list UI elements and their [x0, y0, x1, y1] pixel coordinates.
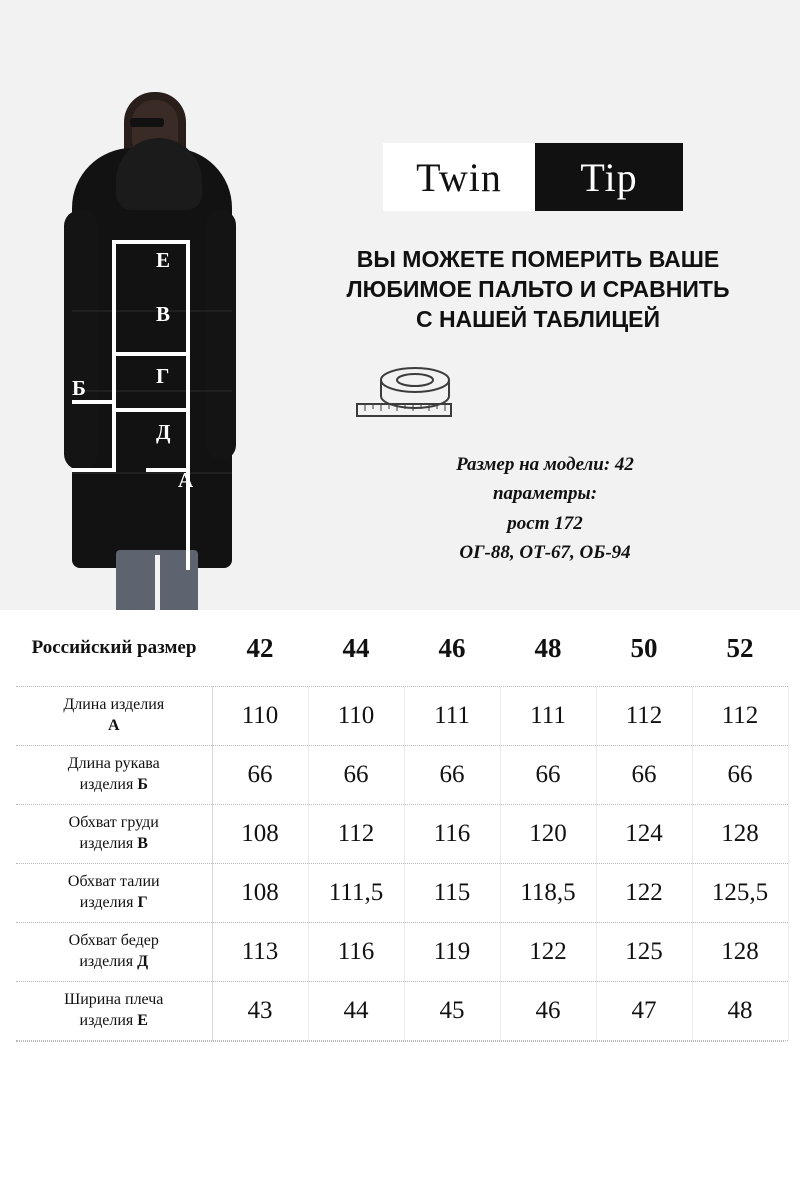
row-label-text: Ширина плеча — [64, 991, 164, 1009]
cell-length-48: 111 — [500, 687, 596, 746]
measure-line-sleeve — [112, 240, 116, 472]
row-label-letter: В — [137, 835, 148, 852]
cell-chest-42: 108 — [212, 805, 308, 864]
cell-sleeve-42: 66 — [212, 746, 308, 805]
measure-line-shoulder — [112, 240, 190, 244]
cell-sleeve-44: 66 — [308, 746, 404, 805]
photo-label-sleeve: Б — [72, 376, 86, 400]
quilt-seam — [72, 472, 232, 474]
size-table-wrapper — [0, 610, 800, 1043]
coat-hood — [116, 138, 202, 210]
cell-shoulder-52: 48 — [692, 982, 788, 1041]
cell-hips-50: 125 — [596, 923, 692, 982]
size-header-48: 48 — [500, 610, 596, 687]
row-label-length — [16, 687, 212, 746]
row-label-letter: Г — [137, 894, 148, 911]
size-header-44: 44 — [308, 610, 404, 687]
row-label-text2: изделия — [79, 776, 134, 793]
table-corner-header: Российский размер — [16, 610, 212, 687]
cell-hips-48: 122 — [500, 923, 596, 982]
model-params-line: параметры: — [492, 483, 598, 505]
size-header-42: 42 — [212, 610, 308, 687]
photo-label-length: А — [178, 468, 194, 492]
row-label-letter: Б — [137, 776, 148, 793]
row-label-text2: изделия — [79, 1012, 134, 1029]
size-table — [16, 610, 789, 1041]
row-label-letter: Д — [137, 953, 149, 970]
cell-waist-48: 118,5 — [500, 864, 596, 923]
model-parameters — [360, 450, 730, 568]
model-photo — [20, 60, 320, 610]
brand-logo — [383, 143, 683, 211]
brand-logo-word-dark: Tip — [535, 143, 683, 211]
row-label-text: Обхват талии — [67, 873, 160, 891]
model-size-line: Размер на модели: 42 — [456, 454, 634, 475]
cell-length-42: 110 — [212, 687, 308, 746]
table-row — [16, 805, 788, 864]
row-label-text: Обхват груди — [68, 814, 159, 832]
size-header-46: 46 — [404, 610, 500, 687]
row-label-text: Обхват бедер — [68, 932, 159, 950]
brand-logo-word-light: Twin — [383, 143, 535, 211]
table-row — [16, 746, 788, 805]
cell-shoulder-46: 45 — [404, 982, 500, 1041]
cell-length-44: 110 — [308, 687, 404, 746]
cell-chest-48: 120 — [500, 805, 596, 864]
quilt-seam — [72, 390, 232, 392]
table-header-row — [16, 610, 788, 687]
measure-line-length — [186, 240, 190, 570]
model-measurements-line: ОГ-88, ОТ-67, ОБ-94 — [459, 542, 631, 564]
coat-sleeve-right — [206, 210, 236, 460]
headline-text: ВЫ МОЖЕТЕ ПОМЕРИТЬ ВАШЕ ЛЮБИМОЕ ПАЛЬТО И СРАВНИТЬ С НАШЕЙ ТАБЛИЦЕЙ — [346, 246, 730, 332]
photo-label-chest: В — [156, 302, 171, 326]
row-label-letter: Е — [137, 1012, 148, 1029]
measure-tick-sleeve-bottom — [72, 468, 116, 472]
cell-length-52: 112 — [692, 687, 788, 746]
cell-chest-50: 124 — [596, 805, 692, 864]
row-label-text2: изделия — [79, 953, 134, 970]
table-row — [16, 864, 788, 923]
row-label-letter: А — [107, 717, 120, 734]
cell-waist-50: 122 — [596, 864, 692, 923]
size-header-52: 52 — [692, 610, 788, 687]
cell-chest-44: 112 — [308, 805, 404, 864]
cell-sleeve-50: 66 — [596, 746, 692, 805]
measure-tick-sleeve-top — [72, 400, 116, 404]
cell-shoulder-48: 46 — [500, 982, 596, 1041]
coat-sleeve-left — [64, 210, 98, 470]
row-label-text: Длина изделия — [63, 696, 165, 714]
photo-label-shoulder: Е — [156, 248, 171, 272]
cell-chest-52: 128 — [692, 805, 788, 864]
table-row — [16, 923, 788, 982]
table-row — [16, 982, 788, 1041]
sunglasses-icon — [130, 118, 164, 127]
row-label-text2: изделия — [79, 894, 134, 911]
cell-length-46: 111 — [404, 687, 500, 746]
cell-shoulder-42: 43 — [212, 982, 308, 1041]
cell-hips-46: 119 — [404, 923, 500, 982]
row-label-hips — [16, 923, 212, 982]
cell-sleeve-52: 66 — [692, 746, 788, 805]
row-label-shoulder — [16, 982, 212, 1041]
measure-line-chest — [112, 352, 190, 356]
quilt-seam — [72, 310, 232, 312]
table-row — [16, 687, 788, 746]
size-header-50: 50 — [596, 610, 692, 687]
table-bottom-rule — [16, 1041, 784, 1043]
cell-sleeve-48: 66 — [500, 746, 596, 805]
cell-waist-46: 115 — [404, 864, 500, 923]
model-height-line: рост 172 — [507, 512, 583, 534]
row-label-chest — [16, 805, 212, 864]
cell-hips-42: 113 — [212, 923, 308, 982]
tape-measure-icon — [355, 358, 475, 426]
cell-shoulder-50: 47 — [596, 982, 692, 1041]
cell-chest-46: 116 — [404, 805, 500, 864]
cell-length-50: 112 — [596, 687, 692, 746]
row-label-waist — [16, 864, 212, 923]
cell-waist-42: 108 — [212, 864, 308, 923]
model-leg-gap — [155, 555, 160, 610]
cell-waist-44: 111,5 — [308, 864, 404, 923]
row-label-text: Длина рукава — [67, 755, 160, 773]
row-label-sleeve — [16, 746, 212, 805]
cell-hips-52: 128 — [692, 923, 788, 982]
cell-waist-52: 125,5 — [692, 864, 788, 923]
cell-sleeve-46: 66 — [404, 746, 500, 805]
measure-line-waist — [112, 408, 190, 412]
photo-label-hips: Д — [156, 420, 171, 444]
cell-hips-44: 116 — [308, 923, 404, 982]
row-label-text2: изделия — [79, 835, 134, 852]
photo-label-waist: Г — [156, 364, 170, 388]
cell-shoulder-44: 44 — [308, 982, 404, 1041]
